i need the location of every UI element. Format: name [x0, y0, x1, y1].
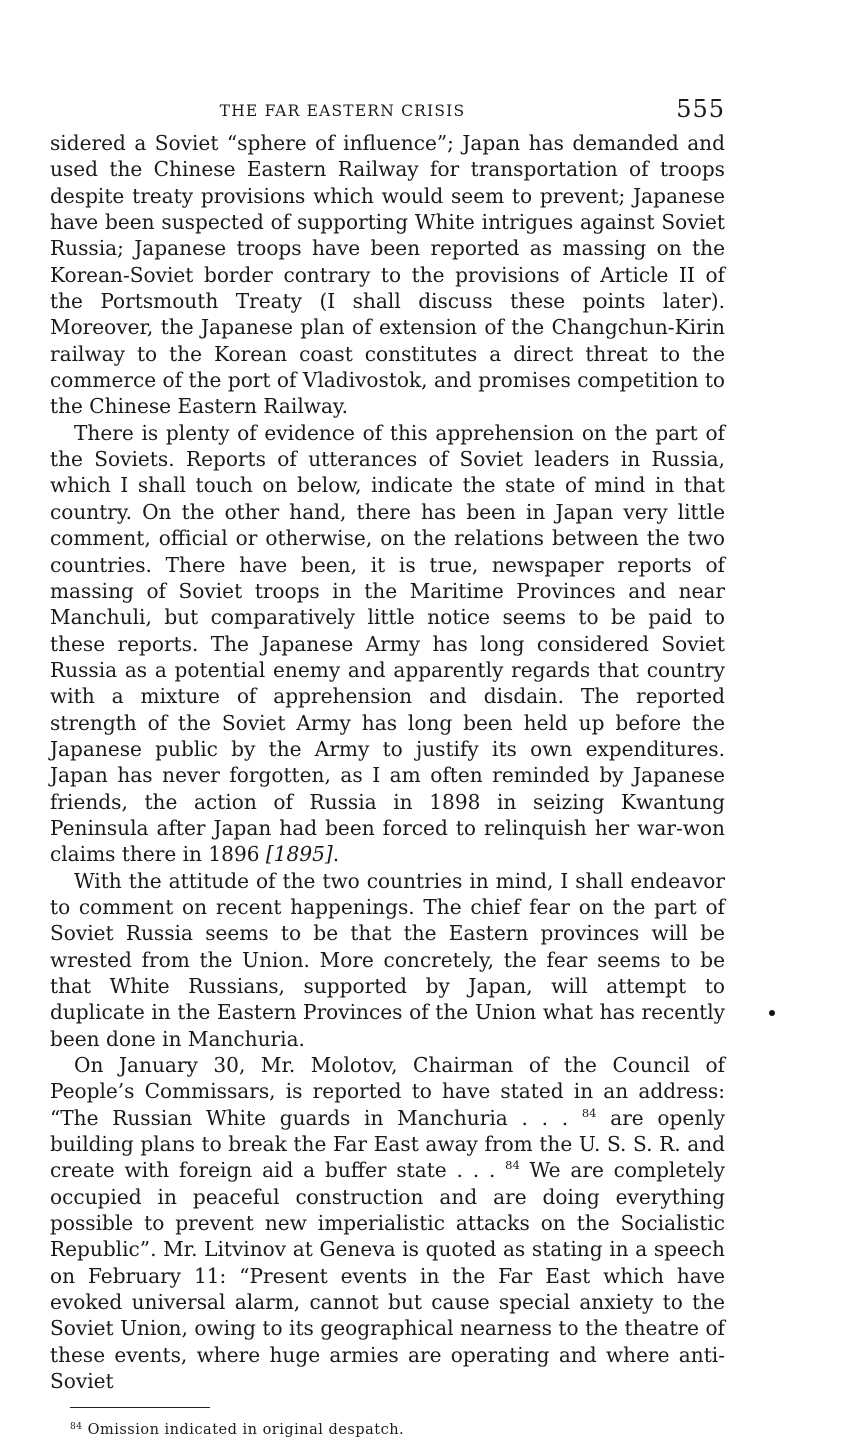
footnote-ref: 84 — [505, 1158, 520, 1173]
paragraph-4 — [50, 1052, 725, 1394]
margin-mark — [769, 1010, 775, 1016]
document-page — [50, 92, 725, 1438]
paragraph-1: sidered a Soviet “sphere of influence”; Japan has demanded and used the Chinese Eastern Railway for transportation of troops despite treaty provisions which would seem to prevent; Japanese have been suspected of supporting White intrigues against Soviet Russia; Japanese troops have been reported as massing on the Korean-Soviet border contrary to the provisions of Article II of the Portsmouth Treaty (I shall discuss these points later). Moreover, the Japanese plan of extension of the Changchun-Kirin railway to the Korean coast constitutes a direct threat to the commerce of the port of Vladivostok, and promises competition to the Chinese Eastern Railway. — [50, 131, 725, 419]
footnote — [70, 1422, 725, 1438]
footnote-divider — [70, 1407, 210, 1408]
paragraph-2-text: There is plenty of evidence of this apprehension on the part of the Soviets. Reports of utterances of Soviet leaders in Russia, which I shall touch on below, indicate the state of mind in that country. On the other hand, there has been in Japan very little comment, official or otherwise, on the relations between the two countries. There have been, it is true, newspaper reports of massing of Soviet troops in the Maritime Provinces and near Manchuli, but comparatively little notice seems to be paid to these reports. The Japanese Army has long considered Soviet Russia as a potential enemy and apparently regards that country with a mixture of apprehension and disdain. The reported strength of the Soviet Army has long been held up before the Japanese public by the Army to justify its own expenditures. Japan has never forgotten, as I am often reminded by Japanese friends, the action of Russia in 1898 in seizing Kwantung Peninsula after Japan had been forced to relinquish her war-won claims there in 1896 — [50, 420, 725, 867]
paragraph-2-end: . — [332, 842, 340, 867]
running-header — [50, 92, 725, 130]
paragraph-4-text-a: On January 30, Mr. Molotov, Chairman of the Council of People’s Commissars, is reported to have stated in an address: “The Russian White guards in Manchuria . . . — [50, 1053, 725, 1130]
paragraph-2 — [50, 420, 725, 868]
footnote-ref: 84 — [581, 1105, 597, 1120]
body-text — [50, 130, 725, 1395]
footnote-marker: 84 — [70, 1421, 83, 1432]
paragraph-4-text-c: We are completely occupied in peaceful construction and are doing everything possible to prevent new imperialistic attacks on the Socialistic Republic”. Mr. Litvinov at Geneva is quoted as stating in a speech on February 11: “Present events in the Far East which have evoked universal alarm, cannot but cause special anxiety to the Soviet Union, owing to its geographical nearness to the theatre of these events, where huge armies are operating and where anti-Soviet — [50, 1158, 725, 1394]
paragraph-3: With the attitude of the two countries in mind, I shall endeavor to comment on recent happenings. The chief fear on the part of Soviet Russia seems to be that the Eastern provinces will be wrested from the Union. More concretely, the fear seems to be that White Russians, supported by Japan, will attempt to duplicate in the Eastern Provinces of the Union what has recently been done in Manchuria. — [50, 868, 725, 1051]
paragraph-4-text-b: are openly building plans to break the Far East away from the U. S. S. R. and create with foreign aid a buffer state . . . — [50, 1105, 725, 1183]
running-title: THE FAR EASTERN CRISIS — [219, 102, 466, 120]
page-number: 555 — [676, 95, 725, 123]
footnote-text: Omission indicated in original despatch. — [87, 1421, 405, 1438]
editorial-correction: [1895] — [265, 842, 333, 867]
